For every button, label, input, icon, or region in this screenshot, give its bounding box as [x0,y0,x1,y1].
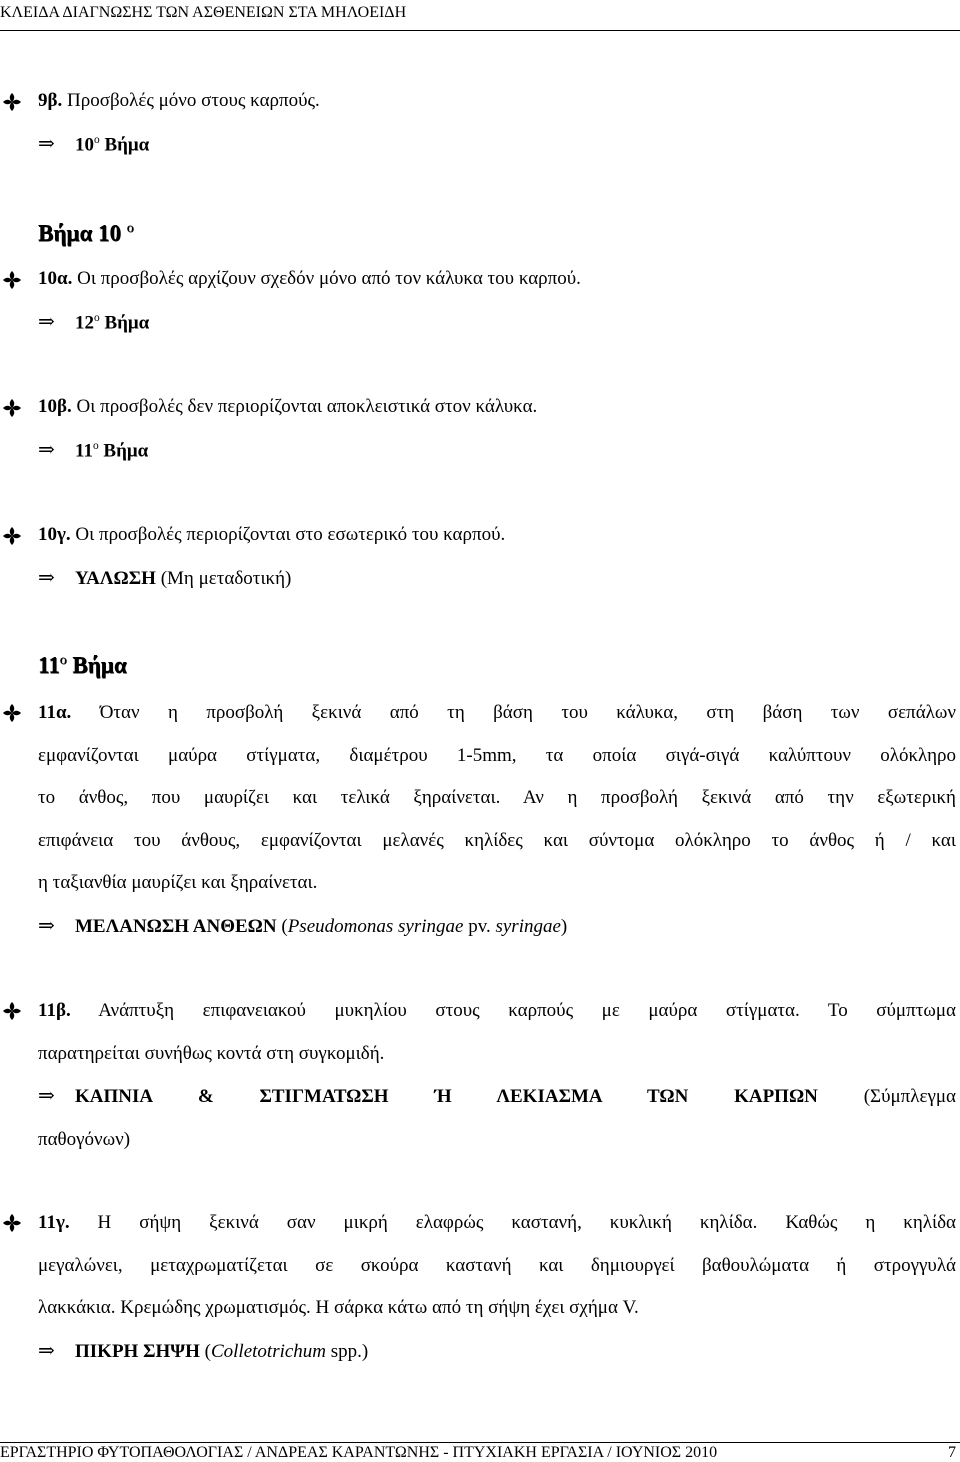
item-text: Οι προσβολές περιορίζονται στο εσωτερικό του καρπού. [70,524,506,545]
four-leaf-diamond-bullet-icon [2,270,22,290]
item-text: Οι προσβολές δεν περιορίζονται αποκλειστικά στον κάλυκα. [71,396,538,417]
page-header: ΚΛΕΙΔΑ ΔΙΑΓΝΩΣΗΣ ΤΩΝ ΑΣΘΕΝΕΙΩΝ ΣΤΑ ΜΗΛΟΕΙΔΗ [0,4,407,21]
four-leaf-diamond-bullet-icon [2,398,22,418]
four-leaf-diamond-bullet-icon [2,1001,22,1021]
key-item-11b: 11β. Ανάπτυξη επιφανειακού μυκηλίου στους καρπούς με μαύρα στίγματα. Το σύμπτωμα παρατηρείται συνήθως κοντά στη συγκομιδή. ⇒ ΚΑΠΝΙΑ & ΣΤΙΓΜΑΤΩΣΗ Ή ΛΕΚΙΑΣΜΑ ΤΩΝ ΚΑΡΠΩΝ (Σύμπλεγμα παθογόνων) [38,990,956,1161]
arrow-line-diagnosis-melanosi: ⇒ ΜΕΛΑΝΩΣΗ ΑΝΘΕΩΝ (Pseudomonas syringae pv. syringae) [38,905,956,949]
double-right-arrow-icon: ⇒ [38,1339,55,1362]
step-number: 10 [75,134,94,156]
double-right-arrow-icon: ⇒ [38,439,55,461]
item-code: 10α. [38,268,73,289]
arrow-line-diagnosis-pikri-sipsi: ⇒ ΠΙΚΡΗ ΣΗΨΗ (Colletotrichum spp.) [38,1330,956,1374]
item-code: 10γ. [38,524,71,545]
step-ordinal: ο [94,134,100,146]
footer-text: ΕΡΓΑΣΤΗΡΙΟ ΦΥΤΟΠΑΘΟΛΟΓΙΑΣ / ΑΝΔΡΕΑΣ ΚΑΡΑΝΤΩΝΗΣ - ΠΤΥΧΙΑΚΗ ΕΡΓΑΣΙΑ / ΙΟΥΝΙΟΣ 2010 [0,1444,718,1461]
item-code: 9β. [38,90,63,111]
item-text: Οι προσβολές αρχίζουν σχεδόν μόνο από τον κάλυκα του καρπού. [72,268,581,289]
double-right-arrow-icon: ⇒ [38,311,55,333]
four-leaf-diamond-bullet-icon [2,703,22,723]
page-number: 7 [948,1444,956,1461]
four-leaf-diamond-bullet-icon [2,526,22,546]
page-footer [0,1442,960,1462]
double-right-arrow-icon: ⇒ [38,1085,55,1107]
four-leaf-diamond-bullet-icon [2,1213,22,1233]
item-code: 10β. [38,396,72,417]
four-leaf-diamond-bullet-icon [2,92,22,112]
diagnosis-name: ΥΑΛΩΣΗ [75,568,156,589]
arrow-line-diagnosis-kapnia: ⇒ ΚΑΠΝΙΑ & ΣΤΙΓΜΑΤΩΣΗ Ή ΛΕΚΙΑΣΜΑ ΤΩΝ ΚΑΡΠΩΝ (Σύμπλεγμα [38,1075,956,1119]
section-heading-step-10: Βήμα 10 $^o$ [38,220,134,246]
section-heading-step-11: $11^o$ Βήμα [38,652,127,678]
step-word: Βήμα [99,134,150,156]
item-text: Προσβολές μόνο στους καρπούς. [62,90,320,111]
double-right-arrow-icon: ⇒ [38,914,55,937]
double-right-arrow-icon: ⇒ [38,133,55,155]
diagnosis-note: (Μη μεταδοτική) [155,568,292,589]
double-right-arrow-icon: ⇒ [38,567,55,589]
header-divider [0,30,960,31]
key-item-11c: 11γ. Η σήψη ξεκινά σαν μικρή ελαφρώς καστανή, κυκλική κηλίδα. Καθώς η κηλίδα μεγαλώνει, μεταχρωματίζεται σε σκούρα καστανή και δημιουργεί βαθουλώματα ή στρογγυλά λακκάκια. Κρεμώδης χρωματισμός. Η σάρκα κάτω από τη σήψη έχει σχήμα V. ⇒ ΠΙΚΡΗ ΣΗΨΗ (Colletotrichum spp.) [38,1202,956,1373]
key-item-11a: 11α. Όταν η προσβολή ξεκινά από τη βάση του κάλυκα, στη βάση των σεπάλων εμφανίζονται μαύρα στίγματα, διαμέτρου 1-5mm, τα οποία σιγά-σιγά καλύπτουν ολόκληρο το άνθος, που μαυρίζει και τελικά ξηραίνεται. Αν η προσβολή ξεκινά από την εξωτερική επιφάνεια του άνθους, εμφανίζονται μελανές κηλίδες και σύντομα ολόκληρο το άνθος ή / και η ταξιανθία μαυρίζει και ξηραίνεται. ⇒ ΜΕΛΑΝΩΣΗ ΑΝΘΕΩΝ (Pseudomonas syringae pv. syringae) [38,692,956,948]
